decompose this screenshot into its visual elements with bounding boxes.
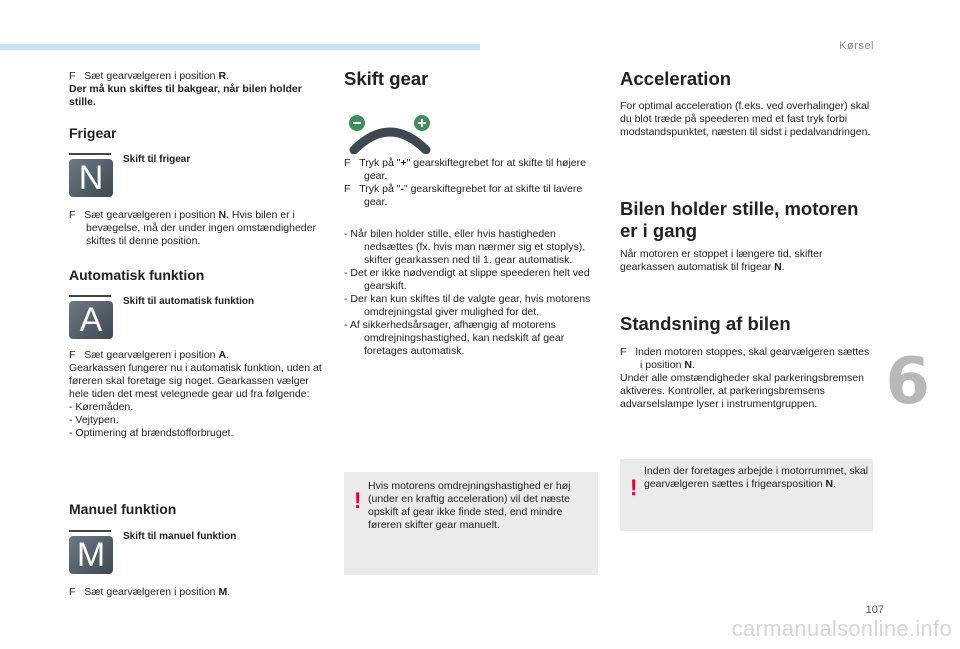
bullet-mark: F (344, 183, 351, 195)
bullet-mark: F (69, 70, 76, 82)
bullet-mark: F (69, 586, 76, 598)
automatisk-body: Gearkassen fungerer nu i automatisk funktion, uden at føreren skal foretage sig noget. Gearkassen vælger hele tiden det mest velegnede gear ud fra følgende: (69, 362, 322, 400)
frigear-text-pre: Sæt gearvælgeren i position (84, 209, 219, 221)
list-item: - Køremåden. (69, 401, 134, 413)
manuel-text-pre: Sæt gearvælgeren i position (84, 586, 219, 598)
list-item: - Optimering af brændstofforbruget. (69, 427, 234, 439)
standsning-title: Standsning af bilen (620, 313, 791, 334)
steering-paddle-icon (348, 112, 432, 154)
b1-pre: Tryk på " (359, 157, 401, 169)
warning-icon: ! (354, 488, 362, 513)
skift-gear-title: Skift gear (344, 68, 429, 89)
automatisk-title: Automatisk funktion (69, 267, 205, 283)
bullet-mark: F (620, 346, 627, 358)
stille-text (620, 248, 872, 274)
note-dot: . (833, 478, 837, 490)
list-item: - Af sikkerhedsårsager, afhængig af motorens omdrejningshastighed, kan nedskift af gear foretages automatisk. (344, 319, 565, 357)
stille-bold: N (774, 261, 782, 273)
warning-note-text: Hvis motorens omdrejningshastighed er høj (under en kraftig acceleration) vil det næste opskift af gear ikke finde sted, end mindre føreren skifter gear manuelt. (368, 480, 571, 531)
stands-bold: N (684, 359, 692, 371)
badge-rule (69, 295, 111, 297)
top-color-bar (0, 44, 480, 50)
acceleration-text: For optimal acceleration (f.eks. ved overhalinger) skal du blot træde på speederen med et fast tryk forbi modstandspunktet, næsten til sidst i pedalvandringen. (620, 100, 871, 138)
automatisk-text (69, 349, 324, 440)
section-name: Kørsel (839, 40, 874, 52)
frigear-caption: Skift til frigear (123, 154, 191, 165)
frigear-text-bold: N. (218, 209, 229, 221)
bullet-mark: F (69, 349, 76, 361)
m-position-icon: M (69, 536, 113, 574)
b2-pre: Tryk på " (359, 183, 401, 195)
page-number: 107 (865, 604, 884, 616)
note-pre: Inden der foretages arbejde i motorrummet, skal gearvælgeren sættes i frigearsposition (644, 465, 869, 490)
stille-dot: . (781, 261, 785, 273)
warning-note (620, 459, 873, 531)
intro-text: Sæt gearvælgeren i position (84, 70, 219, 82)
manuel-title: Manuel funktion (69, 501, 177, 517)
intro-dot: . (226, 70, 229, 82)
automatisk-text-pre: Sæt gearvælgeren i position (84, 349, 219, 361)
manuel-text (69, 586, 319, 599)
frigear-title: Frigear (69, 125, 117, 141)
note-bold: N (825, 478, 834, 490)
intro-paragraph (69, 70, 319, 109)
automatisk-text-bold: A (218, 349, 227, 361)
badge-rule (69, 530, 111, 532)
badge-rule (69, 153, 111, 155)
bullet-mark: F (344, 157, 351, 169)
stands-pre: Inden motoren stoppes, skal gearvælgeren sættes i position (635, 346, 870, 371)
a-position-icon: A (69, 301, 113, 339)
list-item: - Vejtypen. (69, 414, 119, 426)
skift-gear-bullets (344, 157, 599, 209)
skift-gear-notes (344, 228, 602, 358)
b2-post: " gearskiftegrebet for at skifte til lavere gear. (364, 183, 583, 208)
stille-title: Bilen holder stille, motoren er i gang (620, 198, 859, 241)
intro-bold: R (218, 70, 227, 82)
chapter-number: 6 (885, 345, 930, 419)
standsning-text (620, 346, 872, 411)
automatisk-text-dot: . (226, 349, 229, 361)
stille-pre: Når motoren er stoppet i længere tid, skifter gearkassen automatisk til frigear (620, 248, 823, 273)
manuel-text-dot: . (227, 586, 231, 598)
automatisk-caption: Skift til automatisk funktion (123, 296, 255, 307)
list-item: - Det er ikke nødvendigt at slippe speederen helt ved gearskift. (344, 267, 590, 292)
list-item: - Når bilen holder stille, eller hvis hastigheden nedsættes (fx. hvis man nærmer sig et stoplys), skifter gearkassen ned til 1. gear automatisk. (344, 228, 586, 266)
warning-note-text (644, 465, 869, 491)
intro-warning: Der må kun skiftes til bakgear, når bilen holder stille. (69, 83, 302, 108)
b1-bold: + (400, 157, 407, 169)
list-item: - Der kan kun skiftes til de valgte gear, hvis motorens omdrejningstal giver mulighed for det. (344, 293, 591, 318)
watermark: carmanualsonline.info (731, 616, 952, 641)
warning-icon: ! (630, 475, 638, 500)
manuel-text-bold: M (218, 586, 228, 598)
frigear-text-post: Hvis bilen er i bevægelse, må der under ingen omstændigheder skiftes til denne position. (86, 209, 316, 247)
standsning-body: Under alle omstændigheder skal parkeringsbremsen aktiveres. Kontroller, at parkeringsbremsens advarselslampe lyser i instrumentgruppen. (620, 372, 864, 410)
b2-bold: - (400, 183, 404, 195)
frigear-text (69, 209, 319, 248)
n-position-icon: N (69, 159, 113, 197)
warning-note (344, 472, 598, 575)
b1-post: " gearskiftegrebet for at skifte til højere gear. (364, 157, 586, 182)
manuel-caption: Skift til manuel funktion (123, 531, 237, 542)
stands-dot: . (691, 359, 695, 371)
bullet-mark: F (69, 209, 76, 221)
acceleration-title: Acceleration (620, 68, 732, 89)
